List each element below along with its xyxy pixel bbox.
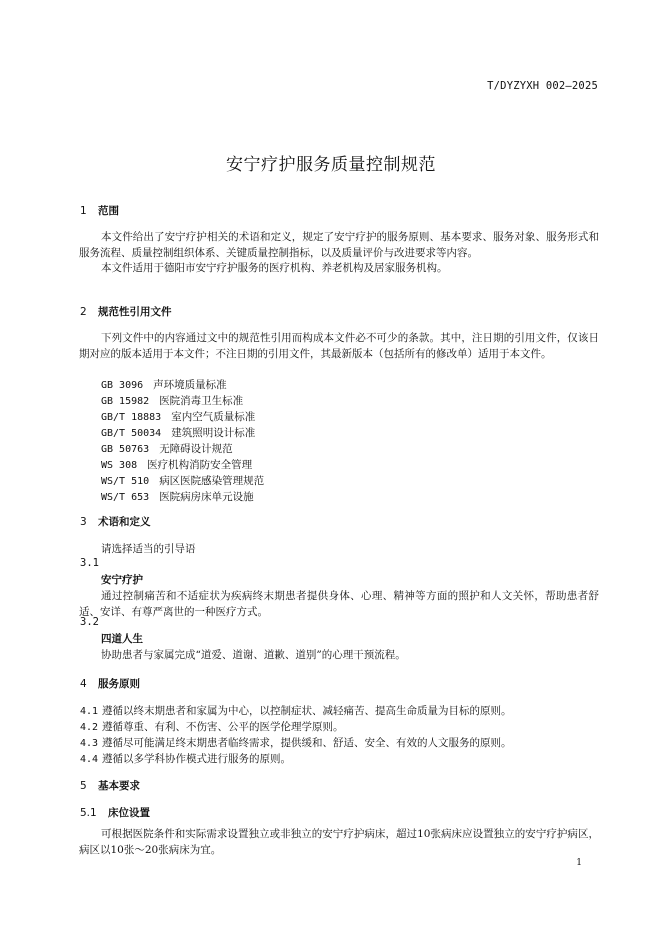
section-title: 规范性引用文件 [98,306,172,318]
section-2-heading [80,304,172,319]
term-number: 3.2 [80,616,99,628]
reference-code: GB 15982 [101,396,150,407]
section-number: 5 [80,780,87,792]
subsection-5-1-paragraph: 可根据医院条件和实际需求设置独立或非独立的安宁疗护病床，超过10张病床应设置独立的安宁疗护病区，病区以10张～20张病床为宜。 [79,828,599,856]
reference-name: 声环境质量标准 [153,379,227,391]
section-number: 2 [80,306,87,318]
principle-item [80,751,291,766]
reference-code: GB/T 50034 [101,428,162,439]
section-title: 术语和定义 [98,516,151,528]
section-number: 1 [80,205,87,217]
item-text: 遵循尊重、有利、不伤害、公平的医学伦理学原则。 [102,721,344,733]
page-title: 安宁疗护服务质量控制规范 [226,155,436,175]
section-2-paragraph-1: 下列文件中的内容通过文中的规范性引用而构成本文件必不可少的条款。其中，注日期的引用文件，仅该日期对应的版本适用于本文件；不注日期的引用文件，其最新版本（包括所有的修改单）适用于本文件。 [79,332,599,360]
item-text: 遵循尽可能满足终末期患者临终需求，提供缓和、舒适、安全、有效的人文服务的原则。 [102,737,512,749]
reference-name: 医疗机构消防安全管理 [147,459,253,471]
reference-item [101,393,243,408]
subsection-number: 5.1 [80,807,97,819]
subsection-5-1-heading [80,805,150,820]
item-number: 4.2 [80,722,99,733]
item-number: 4.3 [80,738,99,749]
page-number: 1 [576,858,582,868]
reference-code: WS 308 [101,460,138,471]
section-title: 服务原则 [98,678,140,690]
section-title: 范围 [98,205,119,217]
section-4-heading [80,676,140,691]
reference-name: 病区医院感染管理规范 [159,475,265,487]
reference-item [101,489,254,504]
reference-name: 建筑照明设计标准 [171,427,256,439]
section-1-paragraph-2: 本文件适用于德阳市安宁疗护服务的医疗机构、养老机构及居家服务机构。 [101,262,448,274]
item-text: 遵循以多学科协作模式进行服务的原则。 [102,753,291,765]
reference-name: 室内空气质量标准 [171,411,256,423]
term-definition: 协助患者与家属完成“道爱、道谢、道歉、道别”的心理干预流程。 [101,649,406,661]
reference-item [101,457,252,472]
principle-item [80,719,344,734]
term-name: 安宁疗护 [101,574,143,586]
item-number: 4.1 [80,706,99,717]
reference-name: 医院病房床单元设施 [159,491,254,503]
document-number: T/DYZYXH 002—2025 [487,80,598,92]
subsection-title: 床位设置 [108,807,150,819]
reference-name: 无障碍设计规范 [159,443,233,455]
principle-item [80,735,512,750]
reference-item [101,377,227,392]
section-3-intro: 请选择适当的引导语 [101,543,196,555]
reference-code: WS/T 510 [101,476,150,487]
item-text: 遵循以终末期患者和家属为中心，以控制症状、减轻痛苦、提高生命质量为目标的原则。 [102,705,512,717]
term-definition: 通过控制痛苦和不适症状为疾病终末期患者提供身体、心理、精神等方面的照护和人文关怀，帮助患者舒适、安详、有尊严离世的一种医疗方式。 [79,590,599,618]
term-name: 四道人生 [101,633,143,645]
reference-code: GB 50763 [101,444,150,455]
reference-item [101,425,255,440]
section-title: 基本要求 [98,780,140,792]
reference-item [101,441,233,456]
principle-item [80,703,512,718]
reference-code: WS/T 653 [101,492,150,503]
section-5-heading [80,778,140,793]
reference-item [101,409,255,424]
section-number: 3 [80,516,87,528]
section-1-heading [80,203,119,218]
item-number: 4.4 [80,754,99,765]
reference-name: 医院消毒卫生标准 [159,395,244,407]
reference-code: GB/T 18883 [101,412,162,423]
section-1-paragraph-1: 本文件给出了安宁疗护相关的术语和定义，规定了安宁疗护的服务原则、基本要求、服务对象、服务形式和服务流程、质量控制组织体系、关键质量控制指标，以及质量评价与改进要求等内容。 [79,231,599,259]
section-number: 4 [80,678,87,690]
reference-code: GB 3096 [101,380,144,391]
reference-item [101,473,264,488]
section-3-heading [80,514,151,529]
term-number: 3.1 [80,557,99,569]
